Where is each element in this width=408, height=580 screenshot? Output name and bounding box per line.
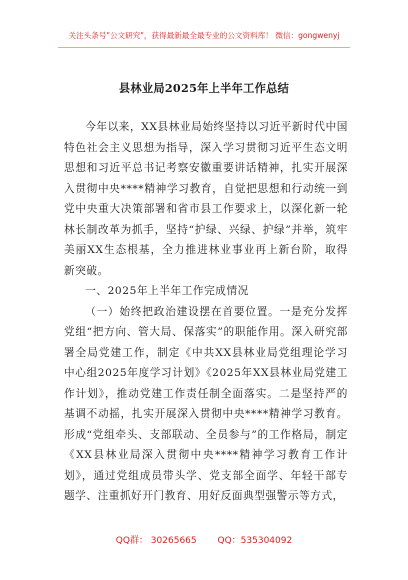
- paragraph-intro: 今年以来，XX县林业局始终坚持以习近平新时代中国特色社会主义思想为指导，深入学习贯彻习近平生态文明思想和习近平总书记考察安徽重要讲话精神，扎实开展深入贯彻中央****精神学习教育，自觉把思想和行动统一到党中央重大决策部署和省市县工作要求上，以深化新一轮林长制改革为抓手，坚持“护绿、兴绿、护绿”并举，筑牢美丽XX生态根基，全力推进林业事业再上新台阶，取得新突破。: [64, 121, 348, 277]
- header-divider: [58, 47, 350, 48]
- document-body: [64, 117, 348, 507]
- footer-contacts: [0, 533, 408, 546]
- document-title: 县林业局2025年上半年工作总结: [118, 81, 290, 95]
- footer-qq-group: QQ群： 30265665: [115, 536, 197, 546]
- section-heading-1: 一、2025年上半年工作完成情况: [85, 285, 249, 297]
- header-banner: 关注头条号"公文研究"，获得最新最全最专业的公文资料库！ 微信：gongwenyj: [68, 31, 340, 40]
- paragraph-political-building: （一）始终把政治建设摆在首要位置。一是充分发挥党组“把方向、管大局、保落实”的职能作用。深入研究部署全局党建工作，制定《中共XX县林业局党组理论学习中心组2025年度学习计划》《2025年XX县林业局党建工作计划》，推动党建工作责任制全面落实。二是坚持严的基调不动摇，扎实开展深入贯彻中央****精神学习教育。形成“党组牵头、支部联动、全员参与”的工作格局，制定《XX县林业局深入贯彻中央****精神学习教育工作计划》，通过党组成员带头学、党支部全面学、年轻干部专题学、注重抓好开门教育、用好反面典型强警示等方式，: [64, 305, 348, 502]
- footer-qq: QQ：535304092: [217, 536, 293, 546]
